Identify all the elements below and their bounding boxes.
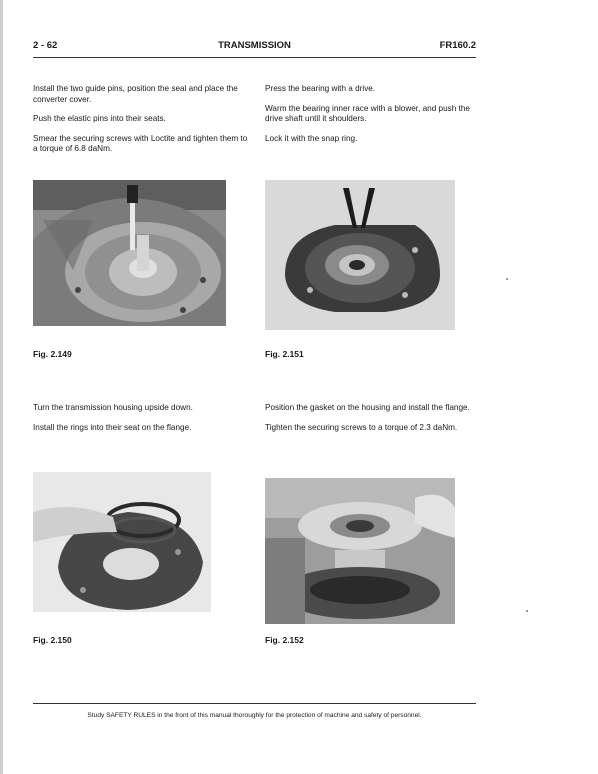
- page-number: 2 - 62: [33, 40, 58, 51]
- figure-caption: Fig. 2.152: [265, 635, 304, 645]
- instructions-fig-2-150: [33, 403, 251, 442]
- scan-speck: [526, 610, 528, 612]
- safety-footer: Study SAFETY RULES in the front of this manual thoroughly for the protection of machine and safety of personnel.: [87, 712, 422, 719]
- photo-fig-2-149: [33, 180, 226, 326]
- instructions-fig-2-149: [33, 84, 251, 164]
- photo-fig-2-151: [265, 180, 455, 330]
- paragraph: Push the elastic pins into their seats.: [33, 114, 166, 123]
- paragraph: Smear the securing screws with Loctite and tighten them to a torque of 6.8 daNm.: [33, 133, 248, 153]
- paragraph: Install the two guide pins, position the seal and place the converter cover.: [33, 84, 238, 104]
- paragraph: Warm the bearing inner race with a blower, and push the drive shaft until it shoulders.: [265, 103, 470, 123]
- page-edge: [0, 0, 3, 774]
- paragraph: Press the bearing with a drive.: [265, 84, 376, 93]
- page-header: [33, 40, 476, 56]
- figure-caption: Fig. 2.150: [33, 635, 72, 645]
- header-rule: [33, 57, 476, 58]
- paragraph: Position the gasket on the housing and install the flange.: [265, 403, 470, 412]
- paragraph: Turn the transmission housing upside down.: [33, 403, 193, 412]
- scan-speck: [506, 278, 508, 280]
- paragraph: Tighten the securing screws to a torque of 2.3 daNm.: [265, 422, 458, 432]
- figure-caption: Fig. 2.149: [33, 349, 72, 359]
- instructions-fig-2-151: [265, 84, 480, 153]
- instructions-fig-2-152: [265, 403, 480, 442]
- section-title: TRANSMISSION: [218, 40, 291, 51]
- figure-caption: Fig. 2.151: [265, 349, 304, 359]
- footer-rule: [33, 703, 476, 704]
- model-code: FR160.2: [439, 40, 476, 51]
- photo-fig-2-150: [33, 472, 211, 612]
- paragraph: Lock it with the snap ring.: [265, 133, 358, 143]
- photo-fig-2-152: [265, 478, 455, 624]
- paragraph: Install the rings into their seat on the flange.: [33, 422, 192, 432]
